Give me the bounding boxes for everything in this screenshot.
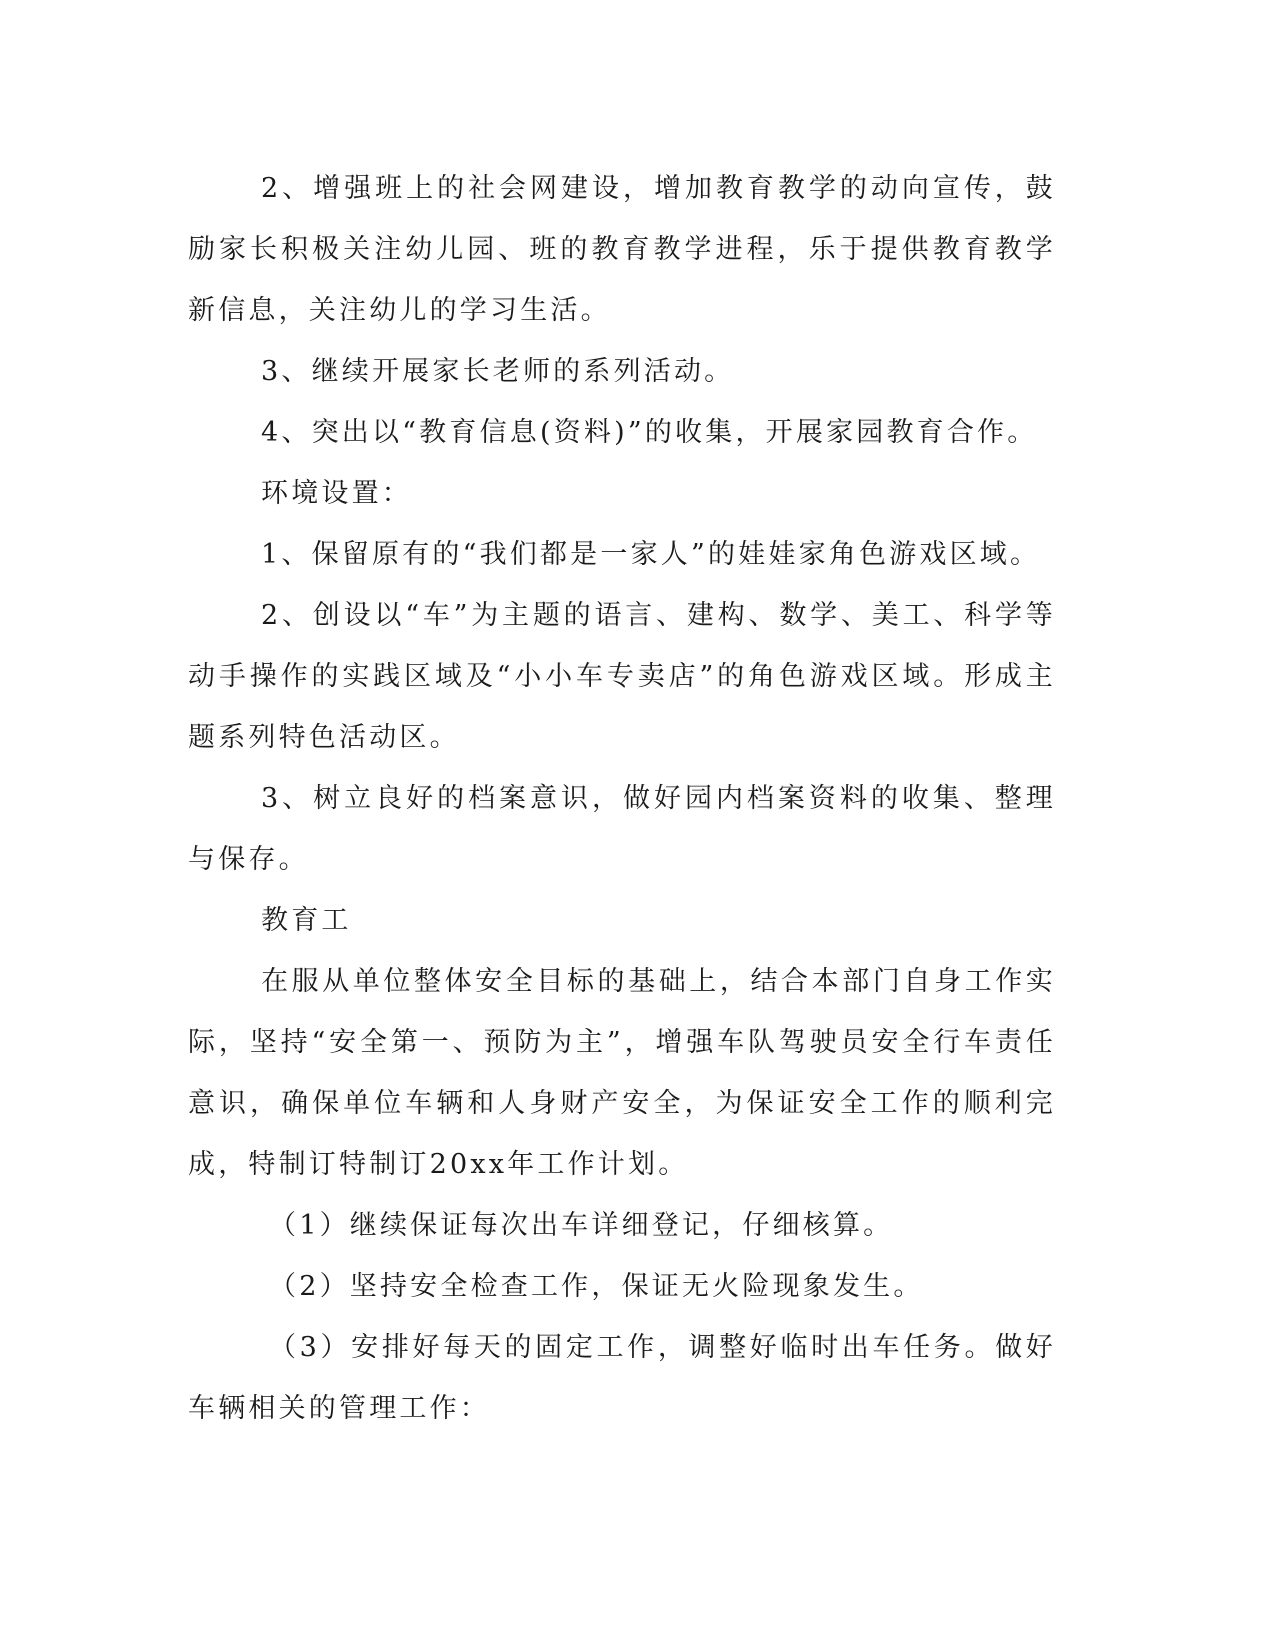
paragraph-env-item-2: 2、创设以“车”为主题的语言、建构、数学、美工、科学等动手操作的实践区域及“小小车专卖店”的角色游戏区域。形成主题系列特色活动区。 bbox=[188, 600, 1056, 753]
section-heading-education: 教育工 bbox=[261, 905, 352, 936]
paragraph-env-item-3: 3、树立良好的档案意识，做好园内档案资料的收集、整理与保存。 bbox=[188, 783, 1056, 875]
document-body bbox=[188, 158, 1056, 1439]
paragraph-item-4-info-collection: 4、突出以“教育信息(资料)”的收集，开展家园教育合作。 bbox=[261, 417, 1038, 448]
paragraph-item-3-parent-activities: 3、继续开展家长老师的系列活动。 bbox=[261, 356, 735, 387]
paragraph-safety-item-3: （3）安排好每天的固定工作，调整好临时出车任务。做好车辆相关的管理工作： bbox=[188, 1332, 1056, 1424]
paragraph-env-item-1: 1、保留原有的“我们都是一家人”的娃娃家角色游戏区域。 bbox=[261, 539, 1041, 570]
paragraph-safety-item-1: （1）继续保证每次出车详细登记，仔细核算。 bbox=[269, 1210, 894, 1241]
section-heading-environment: 环境设置： bbox=[261, 478, 412, 509]
paragraph-safety-intro: 在服从单位整体安全目标的基础上，结合本部门自身工作实际，坚持“安全第一、预防为主”，增强车队驾驶员安全行车责任意识，确保单位车辆和人身财产安全，为保证安全工作的顺利完成，特制订特制订20xx年工作计划。 bbox=[188, 966, 1056, 1180]
paragraph-item-2-parent-contact: 2、增强班上的社会网建设，增加教育教学的动向宣传，鼓励家长积极关注幼儿园、班的教育教学进程，乐于提供教育教学新信息，关注幼儿的学习生活。 bbox=[188, 173, 1056, 326]
paragraph-safety-item-2: （2）坚持安全检查工作，保证无火险现象发生。 bbox=[269, 1271, 924, 1302]
